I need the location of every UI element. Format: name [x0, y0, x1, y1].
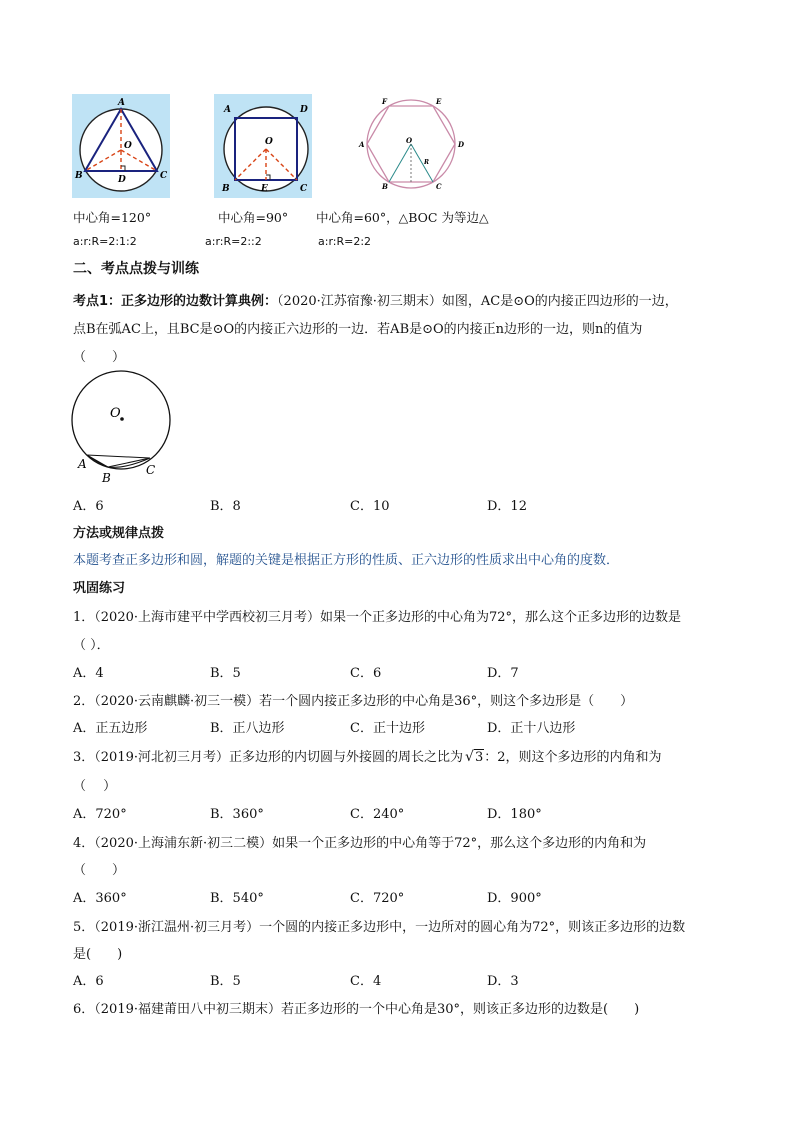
q3-text-b: ：2，则这个多边形的内角和为: [484, 750, 662, 765]
option-d[interactable]: D．12: [487, 499, 527, 514]
example-line-1: [73, 290, 678, 309]
svg-text:F: F: [382, 97, 387, 106]
q4-option-d[interactable]: D．900°: [487, 891, 542, 906]
svg-text:E: E: [261, 184, 268, 194]
svg-text:D: D: [118, 175, 126, 185]
hexagon-caption: 中心角=60°，△BOC 为等边△: [316, 210, 489, 225]
triangle-diagram: [72, 94, 170, 198]
svg-text:A: A: [224, 105, 231, 115]
q5-line-2: 是( ): [73, 947, 123, 962]
svg-text:A: A: [78, 457, 87, 471]
example-circle-figure: [70, 370, 180, 486]
q3-text-a: 3．（2019·河北初三月考）正多边形的内切圆与外接圆的周长之比为: [73, 750, 463, 765]
q3-option-c[interactable]: C．240°: [350, 807, 405, 822]
q1-option-a[interactable]: A．4: [73, 666, 104, 681]
svg-text:O: O: [110, 406, 121, 421]
example-line-3: （ ）: [73, 350, 126, 365]
method-text: 本题考查正多边形和圆，解题的关键是根据正方形的性质、正六边形的性质求出中心角的度数．: [73, 553, 620, 568]
figure-inscribed-hexagon: [358, 94, 468, 194]
svg-text:C: C: [160, 171, 168, 181]
svg-text:B: B: [382, 182, 388, 191]
q3-option-a[interactable]: A．720°: [73, 807, 127, 822]
svg-text:A: A: [118, 98, 125, 108]
practice-title: 巩固练习: [73, 581, 126, 596]
q5-line-1: 5．（2019·浙江温州·初三月考）一个圆的内接正多边形中，一边所对的圆心角为72°，则该正多边形的边数: [73, 920, 686, 935]
q3-line-2: （ ）: [73, 779, 117, 794]
q2-option-d[interactable]: D．正十八边形: [487, 721, 576, 736]
figure-inscribed-square: [214, 94, 312, 198]
example-label: 考点1：正多边形的边数计算典例：: [73, 294, 278, 309]
svg-text:O: O: [265, 137, 273, 147]
svg-text:R: R: [424, 159, 429, 166]
q2-option-c[interactable]: C．正十边形: [350, 721, 425, 736]
q4-option-a[interactable]: A．360°: [73, 891, 127, 906]
q1-line-2: （ ）．: [73, 638, 110, 653]
svg-text:B: B: [102, 471, 111, 485]
hexagon-ratio: a:r:R=2:2: [318, 235, 372, 248]
svg-text:D: D: [458, 140, 465, 149]
square-ratio: a:r:R=2::2: [205, 235, 262, 248]
q1-option-d[interactable]: D．7: [487, 666, 519, 681]
square-caption: 中心角=90°: [218, 210, 289, 225]
option-c[interactable]: C．10: [350, 499, 390, 514]
q1-option-b[interactable]: B．5: [210, 666, 241, 681]
q3-option-b[interactable]: B．360°: [210, 807, 264, 822]
example-text-1: （2020·江苏宿豫·初三期末）如图，AC是⊙O的内接正四边形的一边，: [277, 294, 678, 309]
hexagon-diagram: [358, 94, 468, 194]
q3-option-d[interactable]: D．180°: [487, 807, 542, 822]
svg-text:C: C: [146, 463, 156, 477]
square-diagram: [214, 94, 312, 198]
example-line-2: 点B在弧AC上，且BC是⊙O的内接正六边形的一边．若AB是⊙O的内接正n边形的一边，则n的值为: [73, 322, 643, 337]
sqrt-radicand: 3: [475, 750, 484, 765]
triangle-caption: 中心角=120°: [73, 210, 152, 225]
q1-line-1: 1．（2020·上海市建平中学西校初三月考）如果一个正多边形的中心角为72°，那么这个正多边形的边数是: [73, 610, 682, 625]
triangle-ratio: a:r:R=2:1:2: [73, 235, 137, 248]
q4-option-b[interactable]: B．540°: [210, 891, 264, 906]
option-a[interactable]: A．6: [73, 499, 104, 514]
q3-line-1: [73, 746, 662, 765]
q5-option-a[interactable]: A．6: [73, 974, 104, 989]
q4-line-1: 4．（2020·上海浦东新·初三二模）如果一个正多边形的中心角等于72°，那么这个多边形的内角和为: [73, 836, 647, 851]
q4-option-c[interactable]: C．720°: [350, 891, 405, 906]
svg-text:O: O: [124, 141, 132, 151]
svg-text:C: C: [436, 182, 442, 191]
section-heading: 二、考点点拨与训练: [73, 261, 199, 277]
svg-text:D: D: [300, 105, 308, 115]
svg-text:E: E: [436, 97, 442, 106]
q5-option-c[interactable]: C．4: [350, 974, 382, 989]
q2-option-b[interactable]: B．正八边形: [210, 721, 285, 736]
svg-text:B: B: [222, 184, 230, 194]
example-circle-diagram: [70, 370, 180, 486]
svg-text:A: A: [359, 140, 365, 149]
option-b[interactable]: B．8: [210, 499, 241, 514]
q6-line-1: 6．（2019·福建莆田八中初三期末）若正多边形的一个中心角是30°，则该正多边形的边数是( ): [73, 1002, 640, 1017]
svg-text:B: B: [75, 171, 83, 181]
method-title: 方法或规律点拨: [73, 526, 165, 541]
svg-text:C: C: [300, 184, 308, 194]
q1-option-c[interactable]: C．6: [350, 666, 382, 681]
q5-option-d[interactable]: D．3: [487, 974, 519, 989]
q4-line-2: （ ）: [73, 863, 126, 878]
sqrt-sign-icon: √: [465, 749, 474, 765]
q2-line-1: 2．（2020·云南麒麟·初三一模）若一个圆内接正多边形的中心角是36°，则这个多边形是（ ）: [73, 694, 634, 709]
figure-inscribed-triangle: [72, 94, 170, 198]
q2-option-a[interactable]: A．正五边形: [73, 721, 148, 736]
svg-text:O: O: [406, 136, 413, 145]
q5-option-b[interactable]: B．5: [210, 974, 241, 989]
sqrt-expression: [465, 750, 484, 765]
